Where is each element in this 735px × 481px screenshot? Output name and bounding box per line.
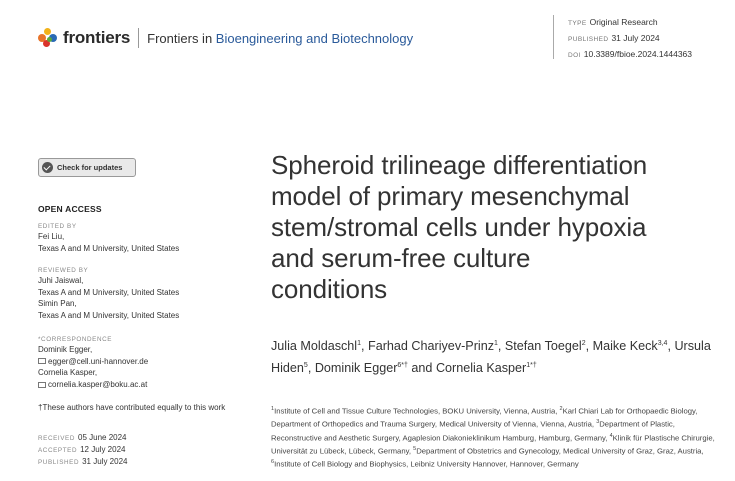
author-name[interactable]: Dominik Egger$^{6*\dagger}$ [314, 361, 408, 376]
affiliation-text: Institute of Cell and Tissue Culture Technologies, BOKU University, Vienna, Austria, [274, 406, 560, 416]
published-date: 31 July 2024 [611, 33, 660, 43]
article-type: Original Research [589, 17, 658, 27]
affiliations: $^1$Institute of Cell and Tissue Culture Technologies, BOKU University, Vienna, Austria, $^2$Karl Chiari Lab for Orthopaedic Biology, Department of Orthopedics and Trauma Surgery, Medical University of Vienna, Vienna, Austria, $^3$Department of Plastic, Reconstructive and Aesthetic Surgery, Agaplesion Diakonieklinikum Hamburg, Hamburg, Germany, $^4$Klinik für Plastische Chirurgie, Universität zu Lübeck, Lübeck, Germany, $^5$Department of Obstetrics and Gynecology, Medical University of Graz, Graz, Austria, $^6$Institute of Cell Biology and Biophysics, Leibniz University Hannover, Hannover, Germany [271, 406, 715, 469]
author-name[interactable]: Cornelia Kasper$^{1*\dagger}$ [435, 361, 537, 376]
affiliation-text: Department of Obstetrics and Gynecology, Medical University of Graz, Graz, Austria, [416, 446, 704, 456]
author-name[interactable]: Maike Keck$^{3,4}$ [592, 339, 668, 354]
open-access-label: OPEN ACCESS [38, 204, 102, 214]
affiliation-text: Department of Plastic, Reconstructive and Aesthetic Surgery, Agaplesion Diakonieklinikum Hamburg, Hamburg, Germany, [271, 419, 675, 443]
affiliation-text: Karl Chiari Lab for Orthopaedic Biology, Department of Orthopedics and Trauma Surgery, Medical University of Vienna, Vienna, Austria, [271, 406, 698, 429]
email-link[interactable]: cornelia.kasper@boku.ac.at [48, 379, 148, 389]
article-dates: RECEIVED 05 June 2024 ACCEPTED 12 July 2024 PUBLISHED 31 July 2024 [38, 433, 128, 467]
check-icon [42, 162, 53, 173]
correspondence: *CORRESPONDENCE Dominik Egger, egger@cell.uni-hannover.de Cornelia Kasper, cornelia.kasper@boku.ac.at [38, 336, 149, 389]
email-link[interactable]: egger@cell.uni-hannover.de [48, 356, 149, 366]
contribution-note: †These authors have contributed equally to this work [38, 403, 226, 412]
affiliation-text: Klinik für Plastische Chirurgie, Universität zu Lübeck, Lübeck, Germany, [271, 433, 715, 456]
journal-title: Frontiers in Bioengineering and Biotechnology [147, 30, 414, 46]
doi[interactable]: 10.3389/fbioe.2024.1444363 [583, 49, 693, 59]
affiliation-text: Institute of Cell Biology and Biophysics, Leibniz University Hannover, Hannover, Germany [274, 459, 579, 469]
author-name[interactable]: Stefan Toegel$^2$ [504, 339, 586, 354]
author-name[interactable]: Ursula Hiden$^5$ [271, 339, 711, 376]
header-divider [138, 28, 139, 48]
article-title: Spheroid trilineage differentiation model of primary mesenchymal stem/stromal cells under hypoxia and serum-free culture conditions [271, 150, 648, 304]
brand-name: frontiers [63, 28, 131, 47]
edited-by: EDITED BY Fei Liu, Texas A and M University, United States [38, 223, 180, 253]
email-icon [38, 382, 46, 388]
journal-header [38, 28, 413, 48]
frontiers-logo-icon [38, 28, 58, 48]
author-name[interactable]: Farhad Chariyev-Prinz$^1$ [368, 339, 498, 354]
author-list: Julia Moldaschl$^1$, Farhad Chariyev-Prinz$^1$, Stefan Toegel$^2$, Maike Keck$^{3,4}$, Ursula Hiden$^5$, Dominik Egger$^{6*\dagger}$ and Cornelia Kasper$^{1*\dagger}$ [271, 339, 711, 376]
article-meta: TYPE Original Research PUBLISHED 31 July 2024 DOI 10.3389/fbioe.2024.1444363 [553, 15, 692, 59]
email-icon [38, 358, 46, 364]
reviewed-by: REVIEWED BY Juhi Jaiswal, Texas A and M University, United States Simin Pan, Texas A and M University, United States [38, 267, 180, 320]
check-for-updates-button[interactable]: Check for updates [38, 158, 136, 177]
author-name[interactable]: Julia Moldaschl$^1$ [271, 339, 362, 354]
